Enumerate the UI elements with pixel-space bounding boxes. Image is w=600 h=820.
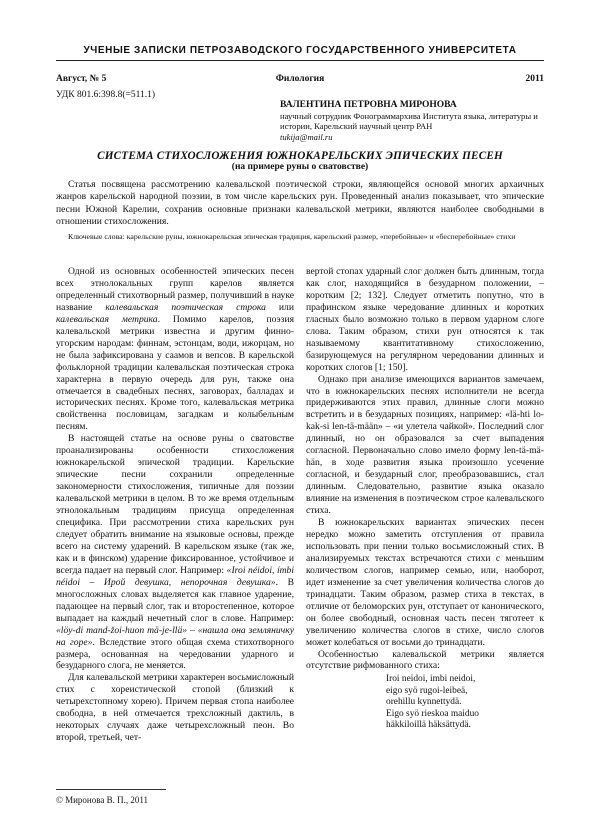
left-paragraph-1 <box>56 266 294 433</box>
issue-label: Август, № 5 <box>56 74 107 84</box>
verse-line: Iroi neidoi, imbi neidoi, <box>386 674 476 685</box>
author-block <box>280 100 544 142</box>
right-paragraph-1: вертой стопах ударный слог должен быть длинным, тогда как слог, находящийся в безударном положении, – коротким [2; 132]. Следует отметить попутно, что в прафинском языке чередование длинных и коротких гласных было возможно только в первом ударном слоге слова. Таким образом, стихи рун относятся к так называемому квантитативному стихосложению, базирующемуся на регулярном чередовании длинных и коротких слогов [1; 150]. <box>306 266 544 373</box>
keywords: Ключевые слова: карельские руны, южнокарельская эпическая традиция, карельский размер, «перебойные» и «бесперебойные» стихи <box>68 232 516 241</box>
text-span: или <box>265 301 294 313</box>
left-paragraph-3: Для калевальской метрики характерен восьмисложный стих с хореистической стопой (близкий к четырехстопному хорею). Причем первая стопа наиболее свободна, в ней отмечается трехсложный дактиль, в некоторых случаях даже четырехсложный пеон. Во второй, третьей, чет- <box>56 672 294 744</box>
author-position: научный сотрудник Фонограммархива Института языка, литературы и истории, Карельский научный центр РАН <box>280 110 538 131</box>
verse-quote <box>386 674 544 731</box>
author-name: ВАЛЕНТИНА ПЕТРОВНА МИРОНОВА <box>280 100 457 110</box>
text-span: Одной из основных особенностей эпических песен всех этнолокальных групп карелов является определенный стихотворный размер, получивший в науке название <box>56 266 294 313</box>
text-span: . Помимо карелов, поэзия калевальской метрики известна и другим финно-угорским народам: финнам, эстонцам, води, ижорцам, но не была зафиксирована у саамов и вепсов. В карельской фольклорной традиции калевальская поэтическая строка характерна в первую очередь для рун, также она отмечается в свадебных песнях, заговорах, балладах и исторических песнях. Кроме того, калевальская метрика свойственна пословицам, загадкам и колыбельным песням. <box>56 313 294 433</box>
verse-line: eigo syö rugoi-leibeä, <box>386 685 468 696</box>
verse-line: orehillu kynnettydä. <box>386 697 462 708</box>
author-email[interactable]: tukija@mail.ru <box>280 131 333 142</box>
example-stress-2: «löy-di mand-žoi-huon mä-je-llä» – «нашла она земляничку на горе» <box>56 624 294 648</box>
section-label: Филология <box>275 74 325 84</box>
example-stress-1: «Iroi néidoi, ímbi néidoi – Ирой девушка, непорочная девушка» <box>56 564 295 588</box>
right-paragraph-2: Однако при анализе имеющихся вариантов замечаем, что в южнокарельских песнях исполнители не всегда придерживаются этих правил, длинные слоги можно встретить и в безударных позициях, например: «lä-hti lo-kak-si len-tä-mään» – «и улетела чайкой». Последний слог длинный, но он образовался за счет выпадения согласной. Первоначально слово имело форму len-tä-mä-hän, в ходе развития языка произошло усечение согласной, и безударный слог, преобразовавшись, стал длинным. Следовательно, развитие языка оказало влияние на изменения в поэтическом строе калевальского стиха. <box>306 373 544 517</box>
article-title-block <box>56 150 544 172</box>
udc-code: УДК 801.6:398.8(=511.1) <box>56 90 156 100</box>
footnote-divider <box>56 789 166 790</box>
article-subtitle: (на примере руны о сватовстве) <box>231 162 369 172</box>
term-kalevala-metre: калевальская метрика <box>56 313 158 325</box>
verse-line: häkkiloillä häksättydä. <box>386 720 471 731</box>
right-column <box>306 266 544 731</box>
journal-title: УЧЕНЫЕ ЗАПИСКИ ПЕТРОЗАВОДСКОГО ГОСУДАРСТВЕННОГО УНИВЕРСИТЕТА <box>83 45 517 56</box>
copyright: © Миронова В. П., 2011 <box>56 795 149 805</box>
article-title: СИСТЕМА СТИХОСЛОЖЕНИЯ ЮЖНОКАРЕЛЬСКИХ ЭПИЧЕСКИХ ПЕСЕН <box>97 150 503 162</box>
right-paragraph-4: Особенностью калевальской метрики является отсутствие рифмованного стиха: <box>306 648 544 672</box>
right-paragraph-3: В южнокарельских вариантах эпических песен нередко можно заметить отступления от правила использовать при пении только восьмисложный стих. В анализируемых текстах встречаются стихи с меньшим количеством слогов, например семью, или, наоборот, идет изменение за счет увеличения количества слогов до тринадцати. Таким образом, размер стиха в текстах, в отличие от беломорских рун, отступает от канонического, он более свободный, основная часть песен тяготеет к увеличению количества слогов в стихе, число слогов может колебаться от восьми до тринадцати. <box>306 517 544 648</box>
text-span: . Вследствие этого общая схема стихотворного размера, основанная на чередовании ударного и безударного слога, не меняется. <box>56 636 294 672</box>
verse-line: Eigo syö rieskoa maiduo <box>386 708 479 719</box>
text-span: В настоящей статье на основе руны о сватовстве проанализированы особенности стихосложения южнокарельской эпической традиции. Карельские эпические песни сохранили определенные закономерности стихосложения, типичные для поэзии калевальской метрики в целом. В то же время отдельным этнолокальным традициям присуща определенная специфика. При рассмотрении стиха карельских рун следует обратить внимание на языковые основы, прежде всего на систему ударений. В карельском языке (так же, как и в финском) ударение фиксированное, устойчивое и всегда падает на первый слог. Например: <box>56 433 294 576</box>
abstract: Статья посвящена рассмотрению калевальской поэтической строки, являющейся основой многих архаичных жанров карельской народной поэзии, в том числе карельских рун. Проведенный анализ показывает, что эпические песни Южной Карелии, сохранив основные признаки калевальской метрики, являются наиболее свободными в отношении стихосложения. <box>56 179 544 227</box>
term-kalevala-line: калевальская поэтическая строка <box>105 301 266 313</box>
year-label: 2011 <box>525 74 544 84</box>
text-span: . В многосложных словах выделяется как главное ударение, падающее на первый слог, так и второстепенное, которое выпадает на каждый нечетный слог в слове. Например: <box>56 576 294 624</box>
left-paragraph-2 <box>56 433 294 672</box>
left-column <box>56 266 294 744</box>
header-divider <box>56 60 544 61</box>
